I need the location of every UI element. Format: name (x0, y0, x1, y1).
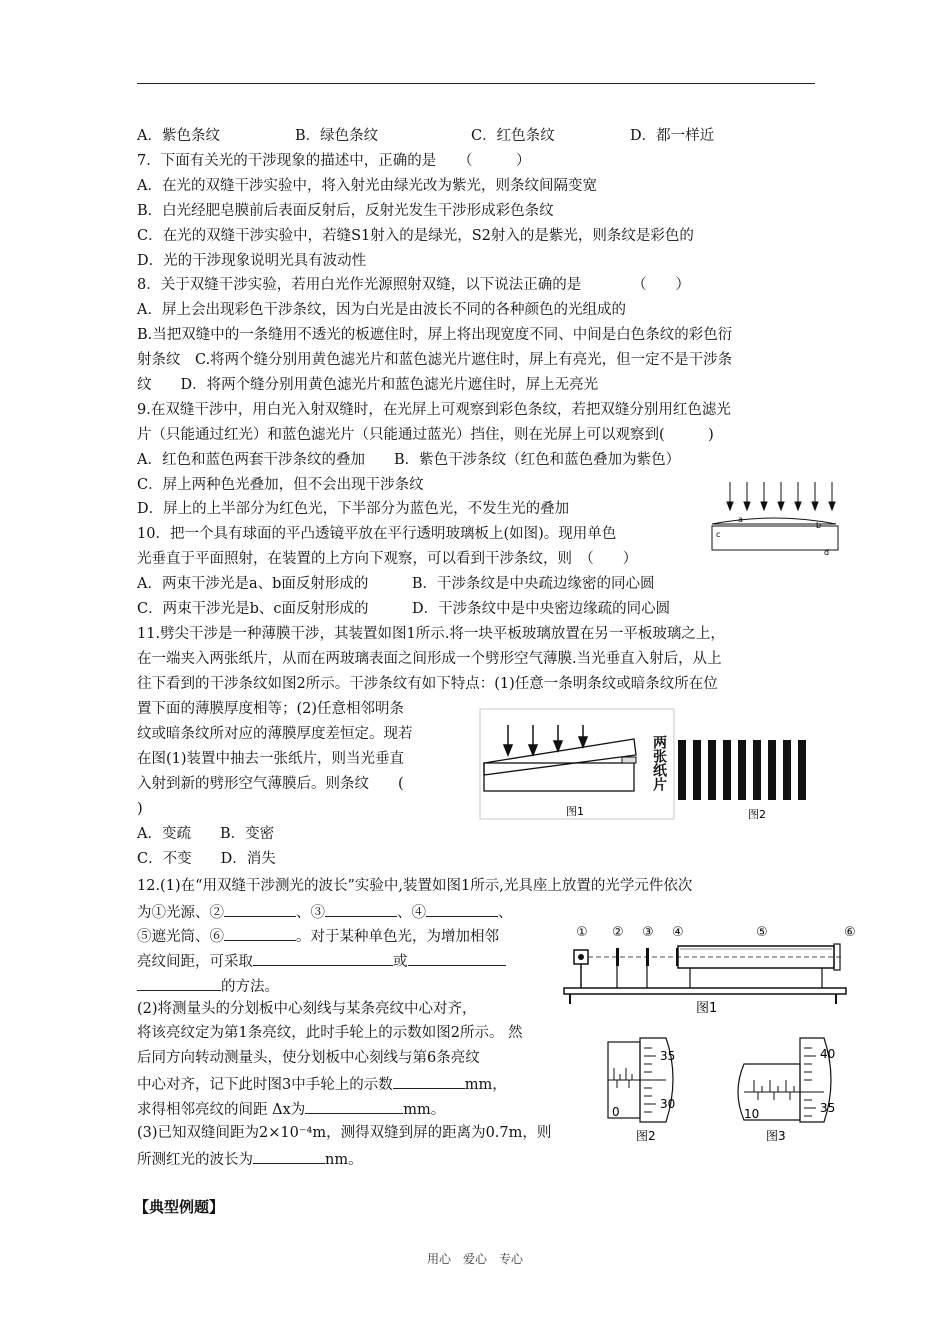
mic3-main-scale: 10 (744, 1107, 760, 1121)
q7-option-a: A．在光的双缝干涉实验中，将入射光由绿光改为紫光，则条纹间隔变宽 (137, 178, 597, 194)
q12-line6: (2)将测量头的分划板中心刻线与某条亮纹中心对齐， (137, 1001, 477, 1017)
q10-options-ab: A．两束干涉光是a、b面反射形成的 B．干涉条纹是中央疏边缘密的同心圆 (137, 576, 655, 592)
q10-label-b: b (816, 521, 822, 530)
q11-line2: 在一端夹入两张纸片，从而在两玻璃表面之间形成一个劈形空气薄膜.当光垂直入射后，从上 (137, 651, 722, 667)
q11-line5: 纹或暗条纹所对应的薄膜厚度差恒定。现若 (137, 726, 413, 742)
bench-label-2: ② (612, 925, 624, 940)
bench-label-6: ⑥ (844, 925, 856, 940)
q6-option-b: B．绿色条纹 (295, 128, 379, 144)
q9-stem-line2: 片（只能通过红光）和蓝色滤光片（只能通过蓝光）挡住，则在光屏上可以观察到( ) (137, 427, 714, 443)
q12-blank-method1[interactable] (253, 951, 393, 966)
q7-option-c: C．在光的双缝干涉实验中，若缝S1射入的是绿光，S2射入的是紫光，则条纹是彩色的 (137, 228, 694, 244)
mic3-scale-bottom: 35 (820, 1101, 836, 1115)
q12-blank-reading[interactable] (393, 1074, 465, 1089)
q12-line11: (3)已知双缝间距为2×10⁻⁴m，测得双缝到屏的距离为0.7m，则 (137, 1125, 552, 1141)
q9-option-d: D．屏上的上半部分为红色光，下半部分为蓝色光，不发生光的叠加 (137, 501, 570, 517)
q12-blank-3[interactable] (325, 902, 397, 917)
q10-label-a: a (738, 515, 743, 524)
q11-line4: 置下面的薄膜厚度相等；(2)任意相邻明条 (137, 701, 405, 717)
q10-stem-line1: 10．把一个具有球面的平凸透镜平放在平行透明玻璃板上(如图)。现用单色 (137, 526, 617, 542)
q6-options (137, 127, 797, 145)
bench-caption: 图1 (696, 1001, 718, 1016)
q12-line7: 将该亮纹定为第1条亮纹，此时手轮上的示数如图2所示。 然 (137, 1025, 523, 1041)
q12-blank-wavelength[interactable] (253, 1149, 325, 1164)
page-footer: 用心 爱心 专心 (426, 1252, 523, 1266)
q11-options-ab: A．变疏 B．变密 (137, 826, 275, 842)
mic2-scale-bottom: 30 (660, 1097, 676, 1111)
q12-blank-spacing[interactable] (305, 1099, 403, 1114)
q12-line1: 12.(1)在“用双缝干涉测光的波长”实验中,装置如图1所示,光具座上放置的光学元件依次 (137, 878, 693, 894)
q11-line6: 在图(1)装置中抽去一张纸片，则当光垂直 (137, 751, 405, 767)
q11-line8: ) (137, 801, 143, 817)
q10-stem-line2: 光垂直于平面照射，在装置的上方向下观察，可以看到干涉条纹，则 （ ） (137, 551, 638, 567)
q10-options-cd: C．两束干涉光是b、c面反射形成的 D．干涉条纹中是中央密边缘疏的同心圆 (137, 601, 671, 617)
q12-line4: 亮纹间距，可采取 或 (137, 951, 506, 971)
q12-line3: ⑤遮光筒、⑥ 。对于某种单色光，为增加相邻 (137, 926, 499, 946)
q11-fig2-caption: 图2 (748, 808, 766, 821)
q8-stem: 8．关于双缝干涉实验，若用白光作光源照射双缝，以下说法正确的是 （ ） (137, 277, 690, 293)
q9-stem-line1: 9.在双缝干涉中，用白光入射双缝时，在光屏上可观察到彩色条纹，若把双缝分别用红色滤光 (137, 402, 731, 418)
q7-option-b: B．白光经肥皂膜前后表面反射后，反射光发生干涉形成彩色条纹 (137, 203, 554, 219)
q6-option-d: D．都一样近 (630, 128, 715, 144)
mic2-scale-top: 35 (660, 1049, 676, 1063)
q11-fig2-fringes (676, 738, 816, 822)
q9-option-c: C．屏上两种色光叠加，但不会出现干涉条纹 (137, 477, 424, 493)
mic3-scale-top: 40 (820, 1047, 836, 1061)
q12-line10: 求得相邻亮纹的间距 Δx为 mm。 (137, 1099, 445, 1119)
q12-line8: 后同方向转动测量头，使分划板中心刻线与第6条亮纹 (137, 1050, 480, 1066)
q11-paper-label: 两张纸片 (651, 735, 667, 791)
q12-blank-6[interactable] (224, 926, 296, 941)
header-rule (137, 83, 815, 84)
q8-option-a: A．屏上会出现彩色干涉条纹，因为白光是由波长不同的各种颜色的光组成的 (137, 302, 626, 318)
q12-micrometer-fig3 (728, 1034, 846, 1146)
q12-line12: 所测红光的波长为 nm。 (137, 1149, 363, 1169)
q8-option-b-line2: 射条纹 C.将两个缝分别用黄色滤光片和蓝色滤光片遮住时，屏上有亮光，但一定不是干涉条 (137, 352, 733, 368)
q7-option-d: D．光的干涉现象说明光具有波动性 (137, 253, 367, 269)
q6-option-a: A．紫色条纹 (137, 128, 220, 144)
q11-line7: 入射到新的劈形空气薄膜后。则条纹 ( (137, 776, 404, 792)
q11-options-cd: C．不变 D．消失 (137, 851, 276, 867)
q7-stem: 7．下面有关光的干涉现象的描述中，正确的是 （ ） (137, 153, 531, 169)
bench-label-5: ⑤ (756, 925, 768, 940)
q10-label-d: d (824, 548, 830, 557)
q11-line1: 11.劈尖干涉是一种薄膜干涉，其装置如图1所示.将一块平板玻璃放置在另一平板玻璃之上， (137, 626, 725, 642)
q8-option-b-line1: B.当把双缝中的一条缝用不透光的板遮住时，屏上将出现宽度不同、中间是白色条纹的彩色衍 (137, 327, 733, 343)
q11-line3: 往下看到的干涉条纹如图2所示。干涉条纹有如下特点：(1)任意一条明条纹或暗条纹所在位 (137, 676, 718, 692)
bench-label-4: ④ (672, 925, 684, 940)
q12-blank-method2-cont[interactable] (137, 976, 221, 991)
q9-options-ab: A．红色和蓝色两套干涉条纹的叠加 B．紫色干涉条纹（红色和蓝色叠加为紫色） (137, 452, 681, 468)
mic3-caption: 图3 (766, 1129, 786, 1143)
mic2-caption: 图2 (636, 1129, 656, 1143)
mic2-main-scale: 0 (612, 1105, 620, 1119)
bench-label-1: ① (576, 925, 588, 940)
q12-line5: 的方法。 (137, 976, 279, 996)
q12-line2: 为①光源、② 、③ 、④ 、 (137, 902, 513, 922)
bench-label-3: ③ (642, 925, 654, 940)
q8-option-b-line3: 纹 D．将两个缝分别用黄色滤光片和蓝色滤光片遮住时，屏上无亮光 (137, 377, 599, 393)
section-heading: 【典型例题】 (134, 1198, 225, 1216)
q12-blank-method2[interactable] (408, 951, 506, 966)
q12-blank-4[interactable] (426, 902, 498, 917)
q10-lens-figure (708, 480, 844, 558)
q12-micrometer-fig2 (604, 1034, 704, 1146)
q12-blank-2[interactable] (224, 902, 296, 917)
q11-fig1-caption: 图1 (566, 805, 584, 818)
q10-label-c: c (716, 530, 721, 539)
q6-option-c: C．红色条纹 (471, 128, 555, 144)
q12-bench-figure (560, 918, 860, 1018)
q12-line9: 中心对齐，记下此时图3中手轮上的示数 mm， (137, 1074, 507, 1094)
